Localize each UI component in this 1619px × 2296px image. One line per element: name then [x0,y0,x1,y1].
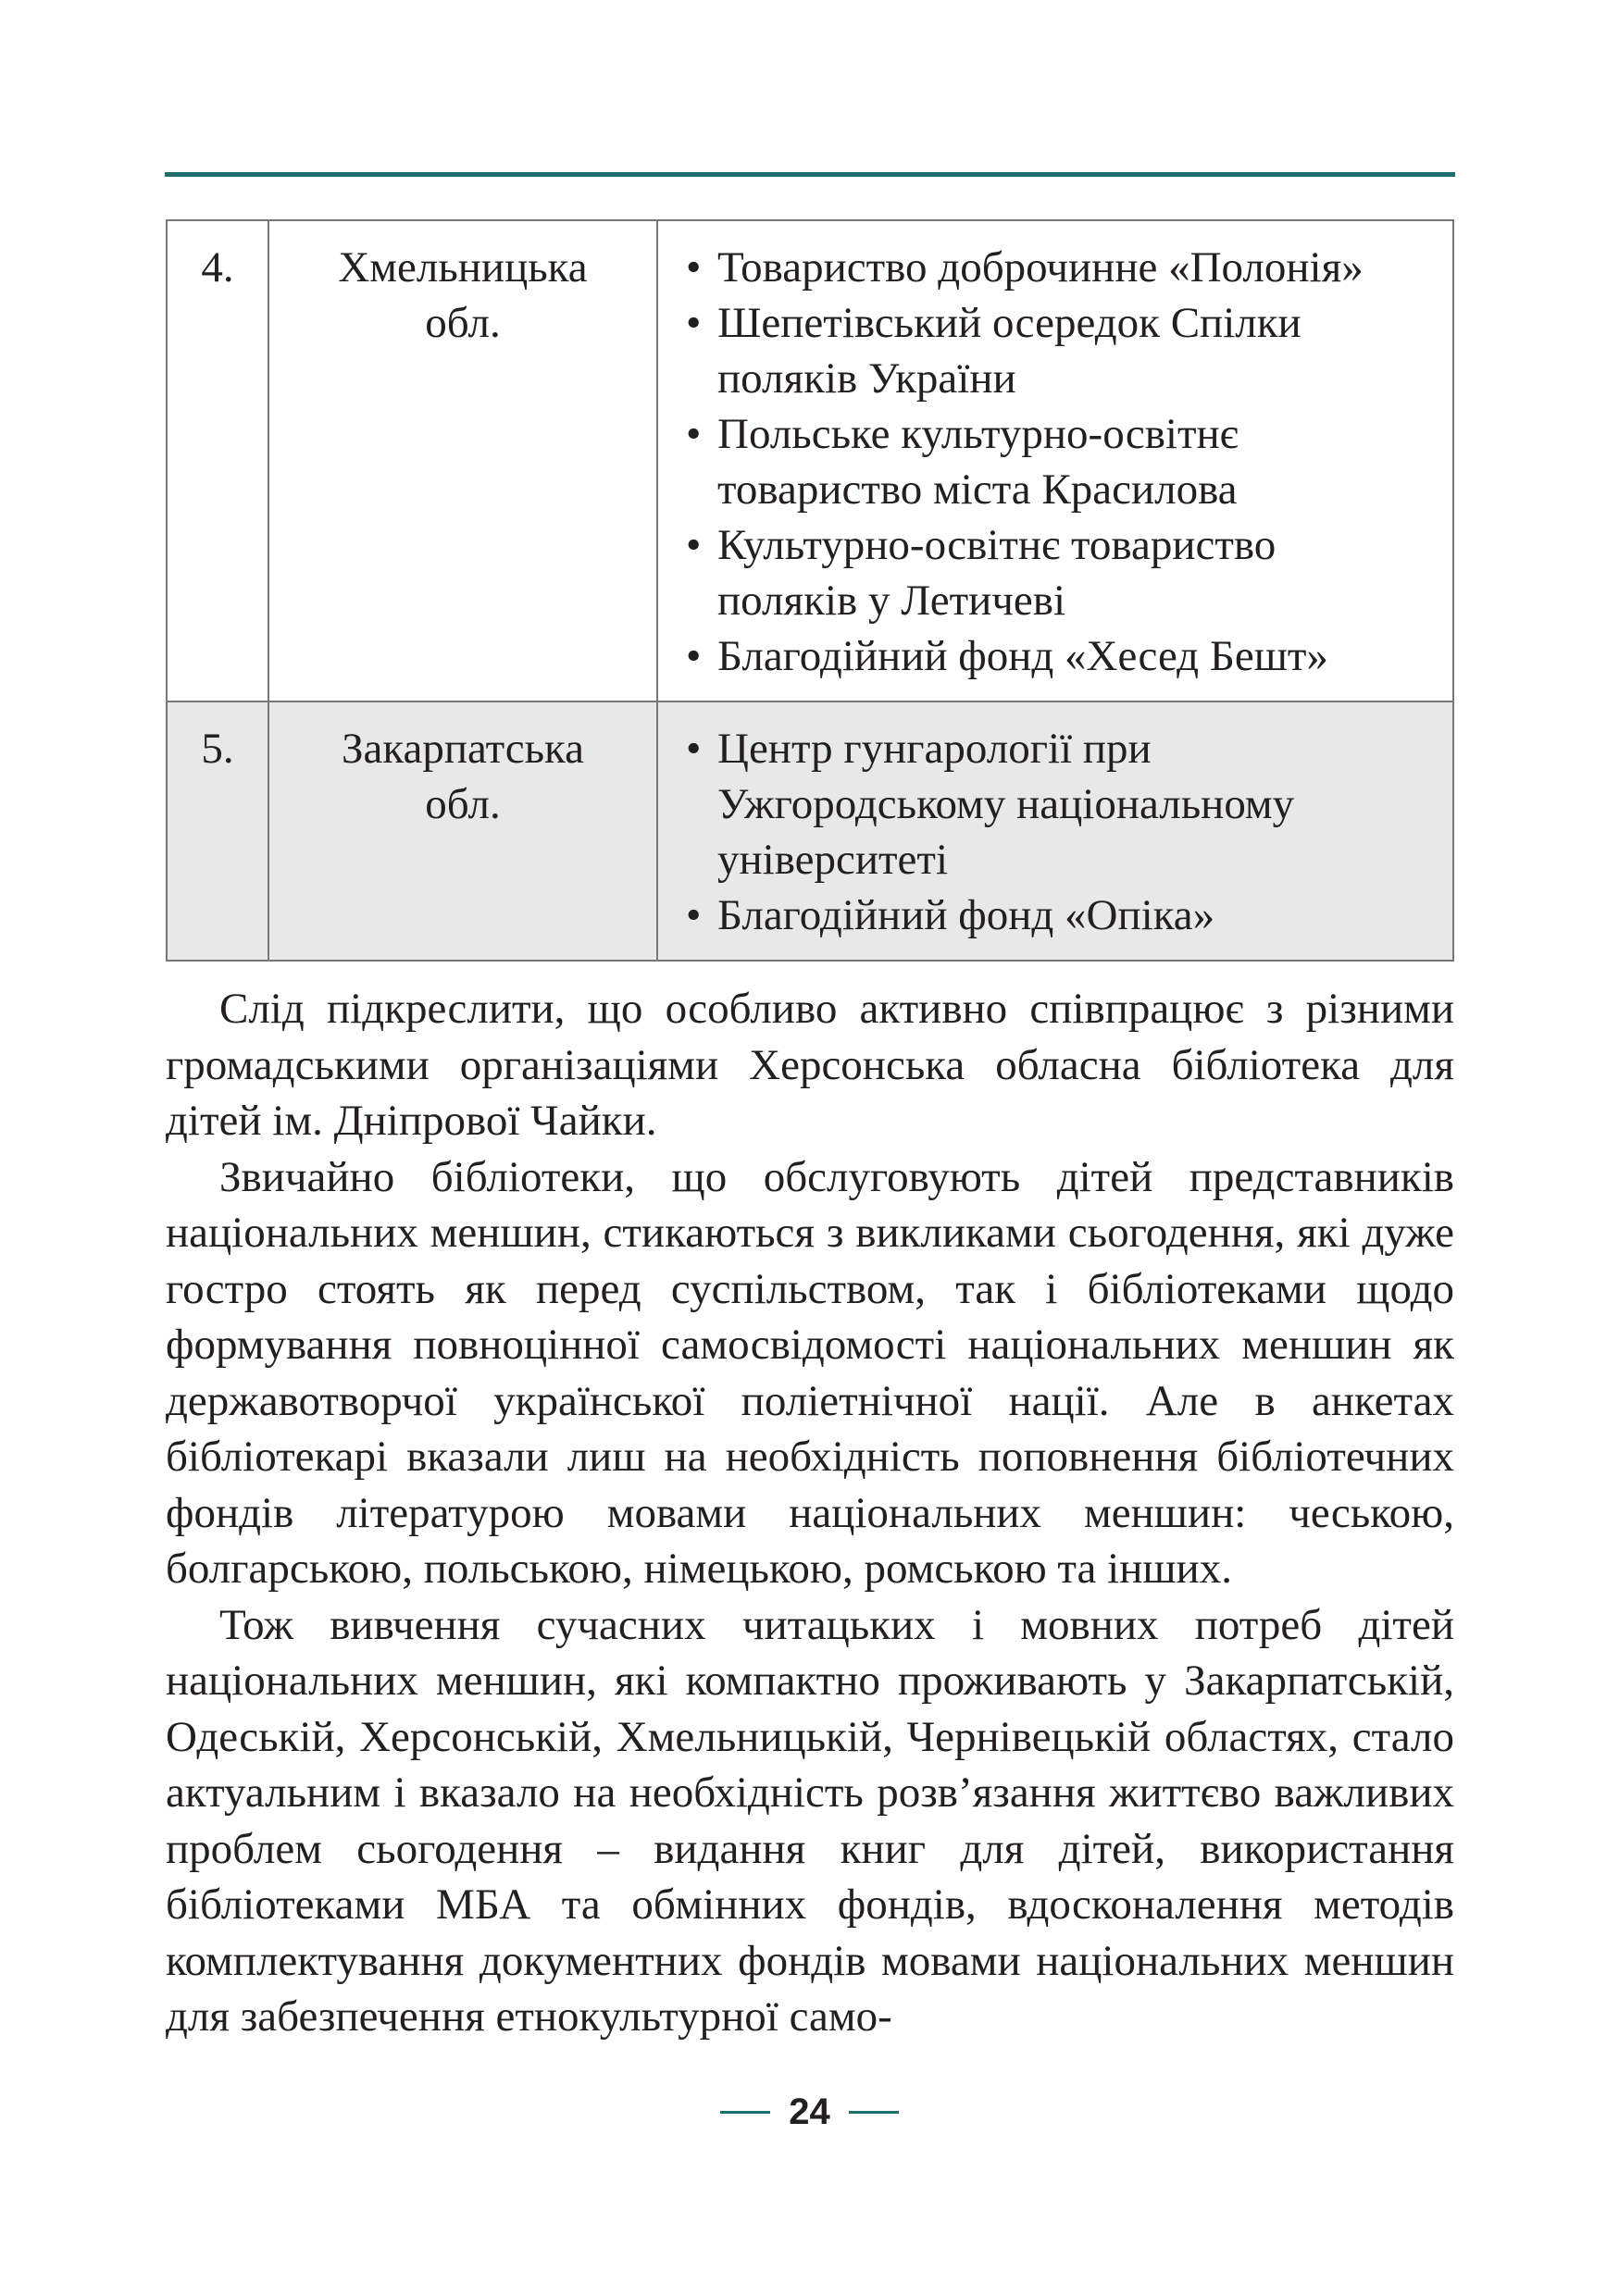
bullet-icon: • [686,521,702,569]
organization-name: Товариство доброчинне «Полонія» [717,243,1364,292]
header-rule [165,172,1455,177]
row-number: 5. [167,701,268,961]
page-footer [0,2084,1619,2140]
bullet-icon: • [686,632,702,680]
table-row [167,220,1453,701]
bullet-icon: • [686,243,702,292]
bullet-icon: • [686,891,702,939]
organization-name: Благодійний фонд «Хесед Бешт» [717,632,1328,680]
page-number: 24 [789,2091,830,2132]
region-name: Закарпатська [341,725,585,773]
region-suffix: обл. [425,780,501,828]
paragraph: Слід підкреслити, що особливо активно співпрацює з різними громадськими організаціями Херсонська обласна бібліотека для дітей ім. Дніпрової Чайки. [166,985,1454,1145]
region-cell [268,701,657,961]
organization-list [686,240,1426,684]
row-number: 4. [167,220,268,701]
organizations-cell [657,220,1453,701]
paragraph: Тож вивчення сучасних читацьких і мовних потреб дітей національних меншин, які компактно проживають у Закарпатській, Одеській, Херсонській, Хмельницькій, Чернівецькій областях, стало актуальним і вказало на необхідність розв’язання життєво важливих проблем сьогодення – видання книг для дітей, використання бібліотеками МБА та обмінних фондів, вдосконалення методів комплектування документних фондів мовами національних меншин для забезпечення етнокультурної само- [166,1600,1454,2041]
list-item [686,887,1426,943]
list-item [686,295,1426,406]
list-item [686,721,1426,887]
list-item [686,628,1426,684]
bullet-icon: • [686,410,702,458]
organization-list [686,721,1426,943]
region-cell [268,220,657,701]
bullet-icon: • [686,725,702,773]
organization-name: Культурно-освітнє товариство поляків у Летичеві [717,521,1277,625]
paragraph: Звичайно бібліотеки, що обслуговують дітей представників національних меншин, стикаються з викликами сьогодення, які дуже гостро стоять як перед суспільством, так і бібліотеками щодо формування повноцінної самосвідомості національних меншин як державотворчої української поліетнічної нації. Але в анкетах бібліотекарі вказали лиш на необхідність поповнення бібліотечних фондів літературою мовами національних меншин: чеською, болгарською, польською, німецькою, ромською та інших. [166,1152,1454,1593]
organization-name: Шепетівський осередок Спілки поляків України [717,299,1301,403]
body-text [166,981,1454,2045]
organizations-cell [657,701,1453,961]
region-name: Хмельницька [338,243,588,292]
table-row [167,701,1453,961]
bullet-icon: • [686,299,702,347]
footer-dash-right [849,2111,899,2114]
footer-dash-left [720,2111,770,2114]
list-item [686,240,1426,295]
region-suffix: обл. [425,299,501,347]
organizations-table [166,219,1454,962]
organization-name: Польське культурно-освітнє товариство міста Красилова [717,410,1239,514]
organization-name: Центр гунгарології при Ужгородському національному університеті [717,725,1295,884]
list-item [686,517,1426,628]
list-item [686,406,1426,517]
organization-name: Благодійний фонд «Опіка» [717,891,1215,939]
